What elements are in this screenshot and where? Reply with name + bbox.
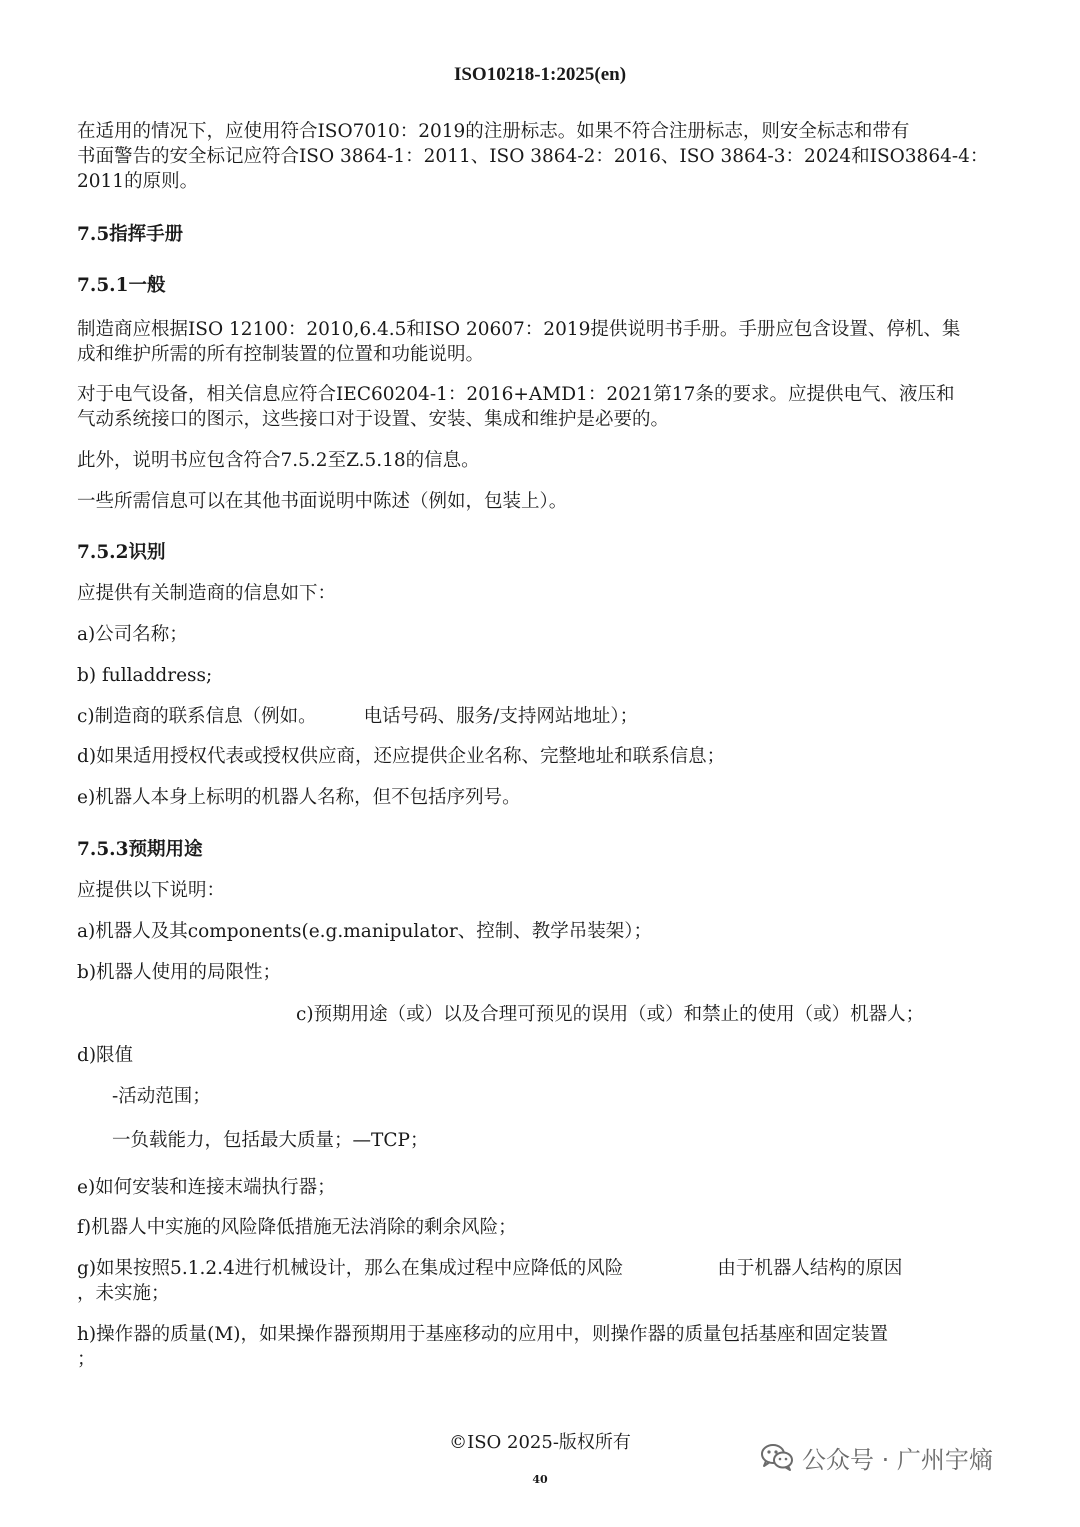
list-item [77, 1322, 1007, 1372]
paragraph: 应提供以下说明： [77, 880, 226, 901]
paragraph: 此外，说明书应包含符合7.5.2至Z.5.18的信息。 [77, 450, 480, 471]
text-line: 制造商应根据ISO 12100：2010,6.4.5和ISO 20607：2019提供说明书手册。手册应包含设置、停机、集 [77, 319, 961, 340]
paragraph: 应提供有关制造商的信息如下： [77, 583, 337, 604]
paragraph [77, 317, 1007, 367]
text-line: 2011的原则。 [77, 171, 199, 192]
wechat-icon [760, 1442, 794, 1472]
section-heading-7-5-2: 7.5.2识别 [77, 542, 166, 563]
text-line: 在适用的情况下，应使用符合ISO7010：2019的注册标志。如果不符合注册标志，则安全标志和带有 [77, 121, 910, 142]
list-item: a)机器人及其components(e.g.manipulator、控制、教学吊装架）； [77, 921, 653, 942]
section-heading-7-5: 7.5指挥手册 [77, 224, 184, 245]
copyright-footer: ©ISO 2025-版权所有 [449, 1432, 631, 1453]
section-heading-7-5-3: 7.5.3预期用途 [77, 839, 203, 860]
text-line: ； [77, 1349, 96, 1370]
section-heading-7-5-1: 7.5.1一般 [77, 275, 166, 296]
text-line: 气动系统接口的图示，这些接口对于设置、安装、集成和维护是必要的。 [77, 409, 670, 430]
text-line: 书面警告的安全标记应符合ISO 3864-1：2011、ISO 3864-2：2016、ISO 3864-3：2024和ISO3864-4： [77, 146, 989, 167]
page-number: 40 [532, 1473, 548, 1486]
sub-list-item: -活动范围； [112, 1086, 211, 1107]
list-item: d)如果适用授权代表或授权供应商，还应提供企业名称、完整地址和联系信息； [77, 746, 726, 767]
watermark [760, 1440, 993, 1474]
list-item: c)预期用途（或）以及合理可预见的误用（或）和禁止的使用（或）机器人； [296, 1004, 925, 1025]
list-item: b) fulladdress; [77, 665, 213, 686]
list-item: c)制造商的联系信息（例如。 电话号码、服务/支持网站地址）； [77, 706, 639, 727]
list-item: d)限值 [77, 1045, 134, 1066]
watermark-text: 公众号 · 广州宇熵 [802, 1445, 993, 1474]
text-line: h)操作器的质量(M)，如果操作器预期用于基座移动的应用中，则操作器的质量包括基座和固定装置 [77, 1324, 889, 1345]
standard-header: ISO10218-1:2025(en) [453, 64, 627, 85]
sub-list-item [112, 1128, 992, 1153]
text-line: ，未实施； [77, 1283, 170, 1304]
list-item: b)机器人使用的局限性； [77, 962, 282, 983]
list-item: e)如何安装和连接末端执行器； [77, 1177, 336, 1198]
text-line: 一负载能力，包括最大质量；—TCP； [112, 1130, 429, 1151]
text-line: 成和维护所需的所有控制装置的位置和功能说明。 [77, 344, 485, 365]
list-item: e)机器人本身上标明的机器人名称，但不包括序列号。 [77, 787, 521, 808]
text-line: 对于电气设备，相关信息应符合IEC60204-1：2016+AMD1：2021第17条的要求。应提供电气、液压和 [77, 384, 955, 405]
paragraph: 一些所需信息可以在其他书面说明中陈述（例如，包装上）。 [77, 491, 568, 512]
text-line: g)如果按照5.1.2.4进行机械设计，那么在集成过程中应降低的风险 由于机器人结构的原因 [77, 1258, 903, 1279]
list-item [77, 1256, 1007, 1306]
paragraph [77, 382, 1007, 432]
intro-paragraph [77, 119, 1007, 194]
list-item: a)公司名称； [77, 624, 188, 645]
list-item: f)机器人中实施的风险降低措施无法消除的剩余风险； [77, 1217, 517, 1238]
